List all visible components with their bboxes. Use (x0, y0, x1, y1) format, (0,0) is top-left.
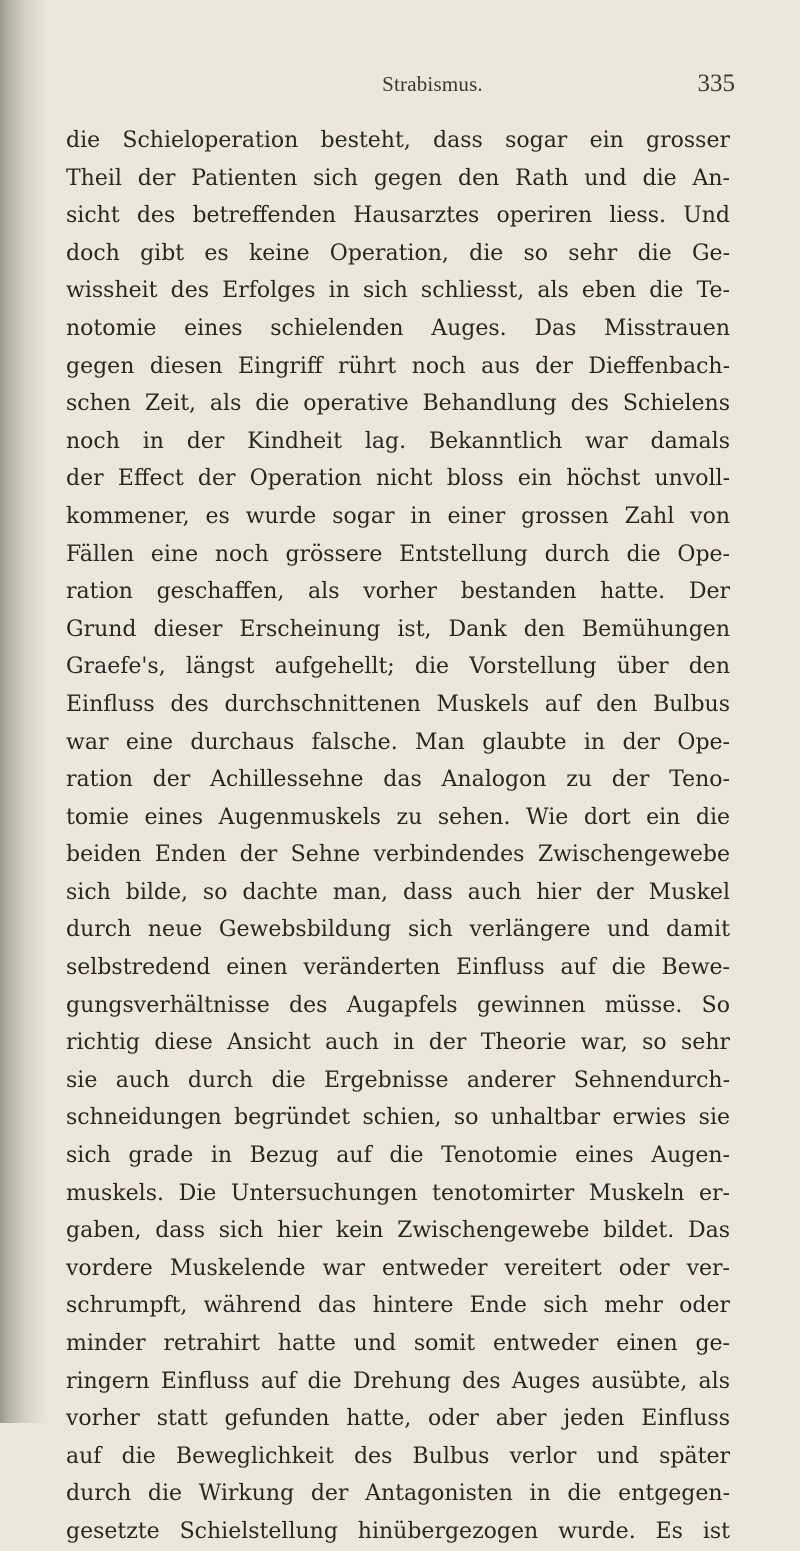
page-number: 335 (697, 70, 735, 97)
text-line: notomie eines schielenden Auges. Das Misstrauen (66, 315, 730, 341)
text-line: war eine durchaus falsche. Man glaubte in der Ope- (66, 729, 730, 755)
text-line: minder retrahirt hatte und somit entweder einen ge- (66, 1331, 730, 1356)
text-line: durch neue Gewebsbildung sich verlängere und damit (66, 917, 730, 943)
text-line: beiden Enden der Sehne verbindendes Zwischengewebe (66, 842, 730, 868)
running-title: Strabismus. (382, 72, 483, 96)
text-line: ringern Einfluss auf die Drehung des Auges ausübte, als (66, 1368, 730, 1394)
text-line: sicht des betreffenden Hausarztes operiren liess. Und (66, 203, 730, 229)
text-line: schneidungen begründet schien, so unhaltbar erwies sie (66, 1105, 730, 1131)
text-line: schrumpft, während das hintere Ende sich mehr oder (66, 1293, 730, 1319)
text-line: sich grade in Bezug auf die Tenotomie eines Augen- (66, 1143, 730, 1169)
running-head (130, 72, 735, 102)
text-line: doch gibt es keine Operation, die so sehr die Ge- (66, 240, 730, 266)
text-line: Graefe's, längst aufgehellt; die Vorstellung über den (66, 654, 730, 680)
text-line: tomie eines Augenmuskels zu sehen. Wie dort ein die (66, 804, 730, 830)
text-line: noch in der Kindheit lag. Bekanntlich war damals (66, 428, 730, 454)
text-line: gegen diesen Eingriff rührt noch aus der Dieffenbach- (66, 353, 730, 379)
text-line: durch die Wirkung der Antagonisten in die entgegen- (66, 1481, 730, 1507)
text-line: vorher statt gefunden hatte, oder aber jeden Einfluss (66, 1406, 730, 1432)
text-line: muskels. Die Untersuchungen tenotomirter Muskeln er- (66, 1180, 730, 1206)
text-line: der Effect der Operation nicht bloss ein höchst unvoll- (66, 466, 730, 492)
text-line: gaben, dass sich hier kein Zwischengewebe bildet. Das (66, 1218, 730, 1244)
text-line: richtig diese Ansicht auch in der Theorie war, so sehr (66, 1030, 730, 1056)
text-line: Fällen eine noch grössere Entstellung durch die Ope- (66, 541, 730, 567)
text-line: sie auch durch die Ergebnisse anderer Sehnendurch- (66, 1067, 730, 1093)
body-text (66, 122, 730, 1551)
text-line: vordere Muskelende war entweder vereitert oder ver- (66, 1255, 730, 1281)
text-line: Theil der Patienten sich gegen den Rath und die An- (66, 165, 730, 191)
text-line: ration geschaffen, als vorher bestanden hatte. Der (66, 579, 730, 605)
binding-shadow (0, 0, 46, 1423)
text-line: wissheit des Erfolges in sich schliesst, als eben die Te- (66, 278, 730, 304)
text-line: gungsverhältnisse des Augapfels gewinnen müsse. So (66, 992, 730, 1018)
text-line: sich bilde, so dachte man, dass auch hier der Muskel (66, 879, 730, 905)
text-line: selbstredend einen veränderten Einfluss auf die Bewe- (66, 955, 730, 981)
text-line: kommener, es wurde sogar in einer grossen Zahl von (66, 503, 730, 529)
text-line: Grund dieser Erscheinung ist, Dank den Bemühungen (66, 616, 730, 642)
text-line: ration der Achillessehne das Analogon zu der Teno- (66, 767, 730, 793)
text-line: schen Zeit, als die operative Behandlung des Schielens (66, 391, 730, 417)
text-line: gesetzte Schielstellung hinübergezogen wurde. Es ist (66, 1518, 730, 1544)
text-line: Einfluss des durchschnittenen Muskels auf den Bulbus (66, 691, 730, 717)
text-line: die Schieloperation besteht, dass sogar ein grosser (66, 128, 730, 153)
text-line: auf die Beweglichkeit des Bulbus verlor und später (66, 1443, 730, 1469)
